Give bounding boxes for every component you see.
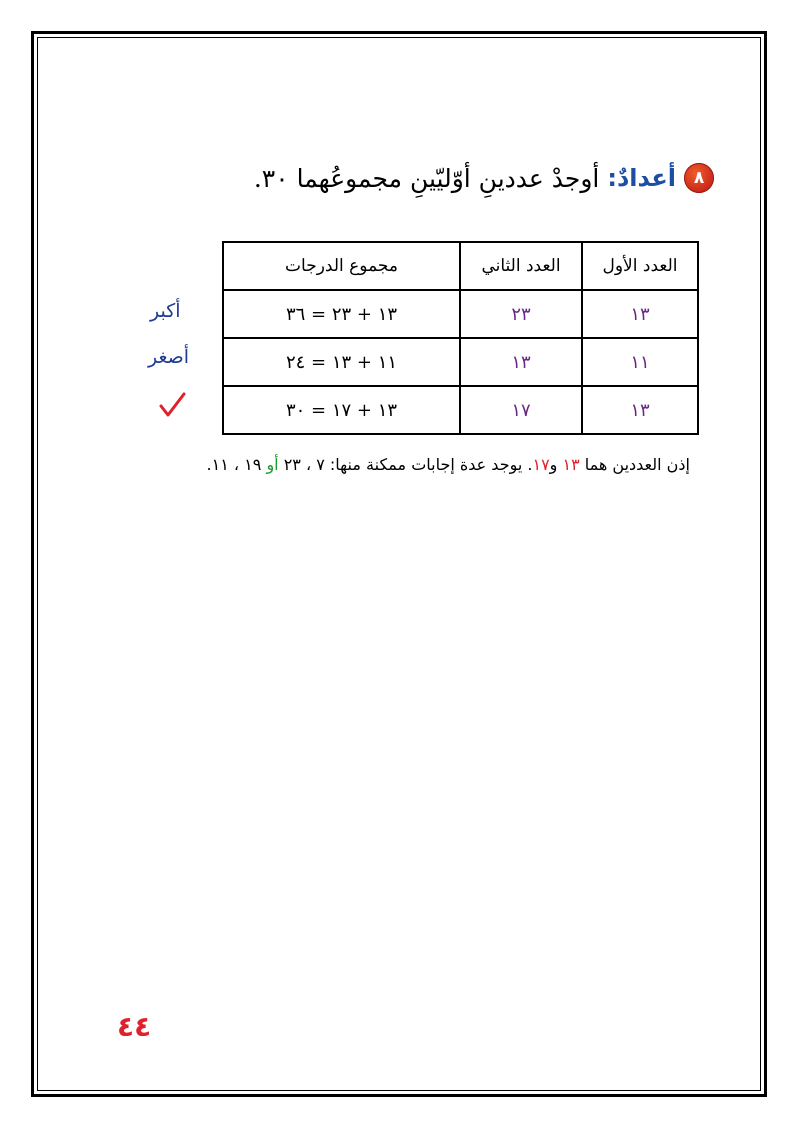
cell-second: ١٧ bbox=[460, 386, 582, 434]
conclusion-part4: ١٩ ، ١١. bbox=[206, 455, 267, 474]
conclusion-text bbox=[207, 455, 690, 474]
conclusion-part1: إذن العددين هما bbox=[579, 455, 690, 474]
label-smaller: أصغر bbox=[148, 346, 190, 368]
or-word: أو bbox=[266, 455, 279, 474]
problem-statement: أوجدْ عددينِ أوّليّينِ مجموعُهما ٣٠. bbox=[253, 163, 600, 193]
table-row bbox=[223, 386, 698, 434]
table-row bbox=[223, 290, 698, 338]
page-border-inner bbox=[37, 37, 761, 1091]
prime-pairs-table bbox=[222, 241, 699, 435]
page-number: ٤٤ bbox=[117, 1010, 152, 1043]
answer-number-1: ١٣ bbox=[562, 455, 580, 474]
cell-first: ١١ bbox=[582, 338, 698, 386]
table-row bbox=[223, 338, 698, 386]
problem-line bbox=[254, 163, 714, 193]
header-first-number: العدد الأول bbox=[582, 242, 698, 290]
cell-sum: ١٣ + ٢٣ = ٣٦ bbox=[223, 290, 460, 338]
header-second-number: العدد الثاني bbox=[460, 242, 582, 290]
cell-first: ١٣ bbox=[582, 386, 698, 434]
label-greater: أكبر bbox=[150, 300, 181, 322]
cell-first: ١٣ bbox=[582, 290, 698, 338]
problem-number-badge: ٨ bbox=[684, 163, 714, 193]
cell-sum: ١١ + ١٣ = ٢٤ bbox=[223, 338, 460, 386]
conclusion-part2: و bbox=[549, 455, 563, 474]
check-mark-icon bbox=[157, 390, 187, 420]
problem-heading: أعدادٌ: bbox=[607, 164, 676, 192]
header-sum: مجموع الدرجات bbox=[223, 242, 460, 290]
conclusion-part3: . يوجد عدة إجابات ممكنة منها: ٧ ، ٢٣ bbox=[278, 455, 533, 474]
table-header-row bbox=[223, 242, 698, 290]
cell-second: ٢٣ bbox=[460, 290, 582, 338]
cell-second: ١٣ bbox=[460, 338, 582, 386]
answer-number-2: ١٧ bbox=[532, 455, 550, 474]
cell-sum: ١٣ + ١٧ = ٣٠ bbox=[223, 386, 460, 434]
